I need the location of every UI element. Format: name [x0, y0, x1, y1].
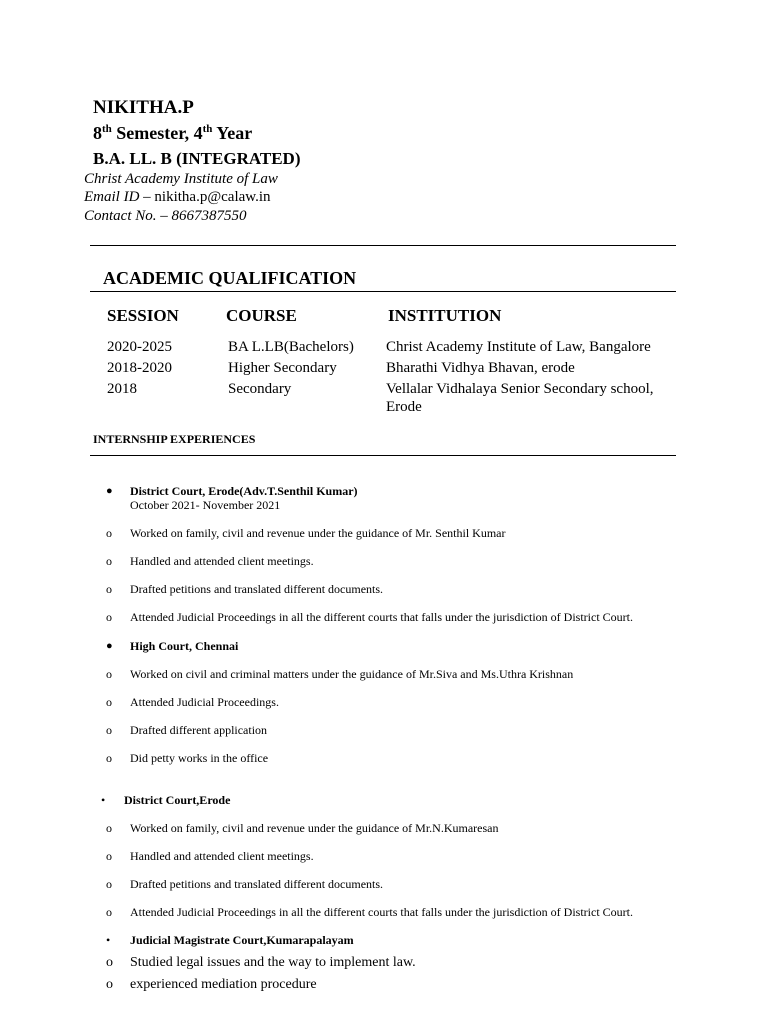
sub-bullet-icon: o	[106, 849, 112, 863]
sub-bullet-icon: o	[106, 977, 113, 992]
column-header-session: SESSION	[107, 306, 179, 325]
contact-line: Contact No. – 8667387550	[84, 208, 247, 224]
course-cell: BA L.LB(Bachelors)	[228, 339, 354, 355]
year-suffix: th	[202, 123, 213, 135]
internship-task: Worked on family, civil and revenue under the guidance of Mr. Senthil Kumar	[130, 526, 506, 540]
internship-task: Drafted petitions and translated different documents.	[130, 877, 384, 891]
semester-suffix: th	[102, 123, 112, 135]
sub-bullet-icon: o	[106, 877, 112, 891]
internship-task: Did petty works in the office	[130, 751, 269, 765]
sub-bullet-icon: o	[106, 554, 112, 568]
sub-bullet-icon: o	[106, 526, 112, 540]
bullet-icon: •	[101, 793, 106, 807]
sub-bullet-icon: o	[106, 905, 112, 919]
internship-task: Handled and attended client meetings.	[130, 849, 314, 863]
internship-section-title: INTERNSHIP EXPERIENCES	[93, 432, 256, 446]
bullet-icon: •	[106, 933, 111, 947]
institution-cell: Vellalar Vidhalaya Senior Secondary school,	[386, 381, 654, 397]
bullet-icon: ●	[106, 485, 113, 497]
email-line	[84, 189, 271, 206]
sub-bullet-icon: o	[106, 955, 113, 970]
year-word: Year	[212, 123, 253, 143]
institution-cell: Christ Academy Institute of Law, Bangalore	[386, 339, 651, 355]
internship-task: Studied legal issues and the way to implement law.	[130, 955, 416, 970]
email-label: Email ID –	[84, 189, 155, 205]
bullet-icon: ●	[106, 640, 113, 652]
internship-task: Attended Judicial Proceedings in all the different courts that falls under the jurisdiction of District Court.	[130, 905, 633, 919]
sub-bullet-icon: o	[106, 751, 112, 765]
internship-task: Drafted different application	[130, 723, 268, 737]
sub-bullet-icon: o	[106, 723, 112, 737]
academic-section-title: ACADEMIC QUALIFICATION	[103, 268, 357, 288]
degree-title: B.A. LL. B (INTEGRATED)	[93, 149, 301, 168]
sub-bullet-icon: o	[106, 695, 112, 709]
semester-word: Semester, 4	[111, 123, 203, 143]
sub-bullet-icon: o	[106, 582, 112, 596]
email-value[interactable]: nikitha.p@calaw.in	[154, 189, 271, 205]
internship-heading: Judicial Magistrate Court,Kumarapalayam	[130, 933, 354, 947]
internship-task: Worked on civil and criminal matters under the guidance of Mr.Siva and Ms.Uthra Krishnan	[130, 667, 574, 681]
internship-heading: District Court, Erode(Adv.T.Senthil Kumar)	[130, 484, 358, 498]
column-header-institution: INSTITUTION	[388, 306, 502, 325]
divider	[90, 455, 676, 456]
institute-name: Christ Academy Institute of Law	[84, 171, 278, 187]
session-cell: 2018	[107, 381, 137, 397]
internship-task: Handled and attended client meetings.	[130, 554, 314, 568]
course-cell: Secondary	[228, 381, 292, 397]
internship-heading: District Court,Erode	[124, 793, 231, 807]
internship-task: Worked on family, civil and revenue under the guidance of Mr.N.Kumaresan	[130, 821, 499, 835]
candidate-name: NIKITHA.P	[93, 97, 194, 118]
internship-task: experienced mediation procedure	[130, 977, 317, 992]
internship-task: Attended Judicial Proceedings.	[130, 695, 279, 709]
internship-task: Drafted petitions and translated different documents.	[130, 582, 384, 596]
semester-number: 8	[93, 123, 102, 143]
session-cell: 2020-2025	[107, 339, 172, 355]
sub-bullet-icon: o	[106, 667, 112, 681]
divider	[90, 245, 676, 246]
internship-date: October 2021- November 2021	[130, 498, 281, 512]
institution-cell-continued: Erode	[386, 399, 422, 415]
semester-year	[93, 123, 252, 144]
internship-heading: High Court, Chennai	[130, 639, 239, 653]
institution-cell: Bharathi Vidhya Bhavan, erode	[386, 360, 575, 376]
column-header-course: COURSE	[226, 306, 297, 325]
internship-task: Attended Judicial Proceedings in all the different courts that falls under the jurisdiction of District Court.	[130, 610, 633, 624]
sub-bullet-icon: o	[106, 821, 112, 835]
divider	[90, 291, 676, 292]
sub-bullet-icon: o	[106, 610, 112, 624]
session-cell: 2018-2020	[107, 360, 172, 376]
course-cell: Higher Secondary	[228, 360, 337, 376]
